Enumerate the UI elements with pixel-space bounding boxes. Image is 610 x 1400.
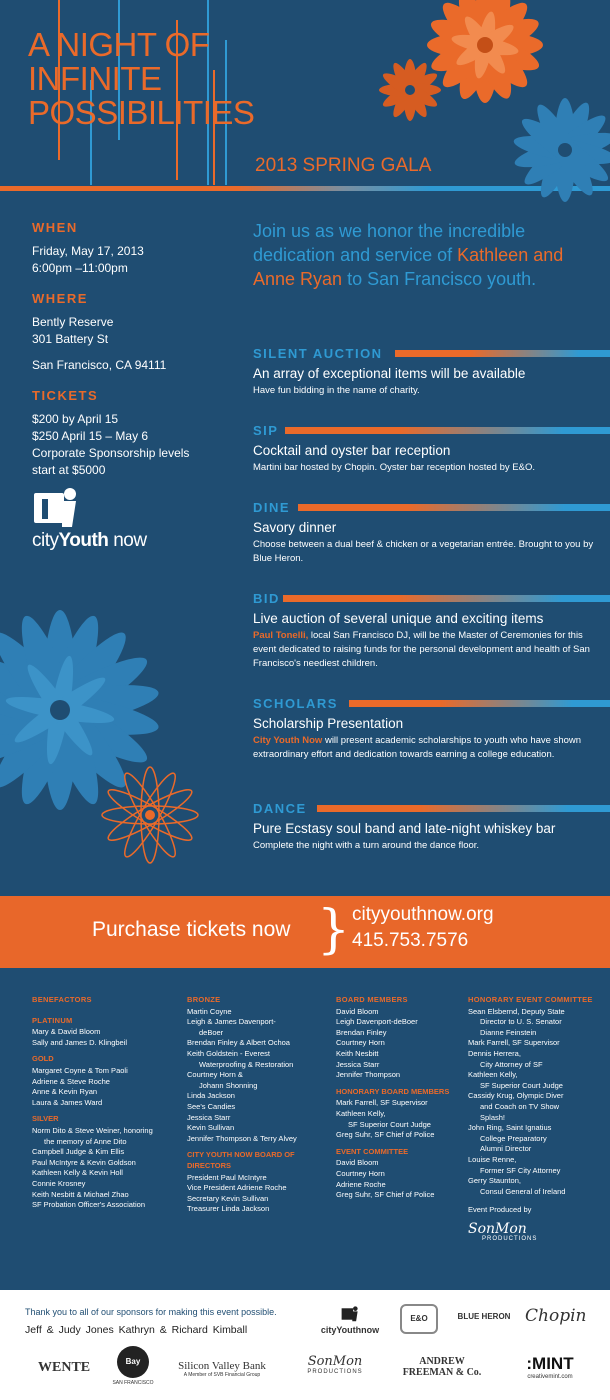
name: Gerry Staunton, (468, 1176, 521, 1186)
name: City Attorney of SF (480, 1059, 543, 1069)
when-heading: WHEN (32, 220, 78, 235)
phone-number[interactable]: 415.753.7576 (352, 930, 469, 951)
name: Paul McIntyre & Kevin Goldson (32, 1157, 136, 1167)
mint-sponsor-logo: :MINT creativemint.com (526, 1354, 574, 1380)
board-column (336, 995, 461, 1201)
silver-heading: SILVER (32, 1114, 59, 1124)
where-city: San Francisco, CA 94111 (32, 358, 167, 372)
name: Kathleen Kelly, (468, 1070, 518, 1080)
name: the memory of Anne Dito (44, 1136, 127, 1146)
where-street: 301 Battery St (32, 332, 109, 346)
name: Secretary Kevin Sullivan (187, 1193, 269, 1203)
name: Brendan Finley (336, 1027, 387, 1037)
board-of-directors-heading: CITY YOUTH NOW BOARD OF DIRECTORS (187, 1150, 295, 1170)
outline-flower-icon (95, 760, 205, 870)
website-link[interactable]: cityyouthnow.org (352, 904, 494, 925)
svb-sponsor-logo: Silicon Valley Bank A Member of SVB Financial Group (178, 1360, 266, 1378)
benefactors-column (32, 995, 182, 1211)
gala-subtitle: 2013 SPRING GALA (255, 155, 432, 176)
section-main: Savory dinner (253, 520, 337, 535)
andrew-freeman-sponsor-logo: ANDREW FREEMAN & Co. (402, 1356, 482, 1378)
brace-glyph: } (317, 900, 351, 960)
name: Leigh Davenport-deBoer (336, 1017, 418, 1027)
section-sub: Complete the night with a turn around the dance floor. (253, 840, 480, 851)
section-dance (253, 801, 603, 853)
section-dine (253, 500, 603, 566)
name: Jessica Starr (336, 1059, 380, 1069)
person-i-logo-icon (32, 487, 80, 529)
bronze-heading: BRONZE (187, 995, 221, 1004)
name: Greg Suhr, SF Chief of Police (336, 1190, 435, 1200)
section-sub: Paul Tonelli, local San Francisco DJ, will be the Master of Ceremonies for this event dedicated to raising funds for the personal development and health of San Francisco's neediest children. (253, 630, 590, 669)
section-sip (253, 423, 603, 475)
name: Courtney Horn (336, 1038, 385, 1048)
name: Margaret Coyne & Tom Paoli (32, 1065, 128, 1075)
name: Campbell Judge & Kim Ellis (32, 1147, 125, 1157)
section-title: SCHOLARS (253, 696, 338, 711)
name: Dennis Herrera, (468, 1048, 521, 1058)
name: Jennifer Thompson (336, 1070, 401, 1080)
name: and Coach on TV Show (480, 1101, 560, 1111)
chopin-sponsor-logo: Chopin (525, 1306, 587, 1326)
section-bar (317, 805, 610, 812)
board-members-heading: BOARD MEMBERS (336, 995, 408, 1004)
sonmon-logo-sub: PRODUCTIONS (482, 1236, 538, 1243)
bronze-column (187, 995, 327, 1215)
gold-heading: GOLD (32, 1054, 54, 1064)
name: Jessica Starr (187, 1112, 231, 1122)
name: Martin Coyne (187, 1006, 232, 1016)
name: Dianne Feinstein (480, 1027, 537, 1037)
section-main: Cocktail and oyster bar reception (253, 443, 451, 458)
name: Connie Krosney (32, 1178, 86, 1188)
name: deBoer (199, 1027, 224, 1037)
section-main: Scholarship Presentation (253, 716, 404, 731)
title-line: A NIGHT OF (28, 26, 210, 63)
title-line: INFINITE (28, 60, 162, 97)
logo-wordmark: cityYouth now (32, 530, 147, 551)
name: Courtney Horn & (187, 1070, 243, 1080)
blue-heron-sponsor-logo: BLUE HERON (457, 1312, 511, 1321)
purchase-tickets-label[interactable]: Purchase tickets now (92, 918, 291, 941)
sponsors-section (0, 1290, 610, 1400)
hero-stripe (0, 186, 430, 191)
section-bid (253, 591, 603, 671)
section-bar (285, 427, 610, 434)
blue-flower-icon (505, 90, 610, 205)
sonmon-sponsor-logo: SonMon PRODUCTIONS (307, 1354, 363, 1375)
section-sub: Have fun bidding in the name of charity. (253, 385, 420, 396)
intro-text: Join us as we honor the incredible dedication and service of Kathleen and Anne Ryan to San Francisco youth. (253, 221, 564, 289)
bay-club-sponsor-logo: Bay Club SAN FRANCISCO (112, 1346, 154, 1386)
section-bar (298, 504, 610, 511)
ticket-line: Corporate Sponsorship levels (32, 446, 190, 460)
name: Adriene & Steve Roche (32, 1076, 110, 1086)
event-committee-heading: EVENT COMMITTEE (336, 1146, 409, 1156)
section-scholars (253, 696, 603, 762)
city-youth-now-logo (32, 487, 172, 552)
section-bar (395, 350, 610, 357)
credits-section (0, 968, 610, 1290)
honorary-board-heading: HONORARY BOARD MEMBERS (336, 1086, 450, 1096)
ticket-line: $200 by April 15 (32, 412, 119, 426)
name: Keith Goldstein - Everest (187, 1048, 270, 1058)
name: Sally and James D. Klingbeil (32, 1037, 128, 1047)
event-title (28, 28, 254, 130)
name: Kathleen Kelly & Kevin Holl (32, 1168, 123, 1178)
name: Jennifer Thompson & Terry Alvey (187, 1133, 297, 1143)
section-sub: City Youth Now will present academic scholarships to youth who have shown extraordinary effort and dedication towards earning a college education. (253, 735, 582, 760)
benefactors-heading: BENEFACTORS (32, 995, 92, 1004)
section-main: Pure Ecstasy soul band and late-night whiskey bar (253, 821, 556, 836)
name: John Ring, Saint Ignatius (468, 1123, 552, 1133)
produced-by-label: Event Produced by (468, 1205, 532, 1215)
name: Brendan Finley & Albert Ochoa (187, 1038, 290, 1048)
title-line: POSSIBILITIES (28, 94, 255, 131)
name: Norm Dito & Steve Weiner, honoring (32, 1125, 153, 1135)
name: Sean Elsbernd, Deputy State (468, 1006, 565, 1016)
section-main: An array of exceptional items will be available (253, 366, 526, 381)
section-sub: Martini bar hosted by Chopin. Oyster bar reception hosted by E&O. (253, 462, 535, 473)
name: Mary & David Bloom (32, 1027, 101, 1037)
honorary-event-column (468, 995, 603, 1245)
name: Courtney Horn (336, 1168, 385, 1178)
name: President Paul McIntyre (187, 1172, 267, 1182)
eo-sponsor-logo: E&O (400, 1304, 438, 1334)
name: Director to U. S. Senator (480, 1017, 562, 1027)
event-info (32, 220, 232, 479)
name: SF Superior Court Judge (480, 1080, 563, 1090)
purchase-banner[interactable] (0, 896, 610, 968)
platinum-heading: PLATINUM (32, 1015, 73, 1025)
name: Kevin Sullivan (187, 1123, 235, 1133)
name: David Bloom (336, 1006, 379, 1016)
sponsors-thanks: Thank you to all of our sponsors for making this event possible. (25, 1307, 277, 1317)
ticket-line: start at $5000 (32, 463, 106, 477)
name: Vice President Adriene Roche (187, 1183, 287, 1193)
name: Cassidy Krug, Olympic Diver (468, 1091, 564, 1101)
section-silent-auction (253, 346, 603, 398)
sponsor-names: Jeff & Judy Jones Kathryn & Richard Kimball (25, 1324, 248, 1336)
cyn-sponsor-logo: cityYouthnow (318, 1306, 382, 1335)
name: Kathleen Kelly, (336, 1108, 386, 1118)
name: Mark Farrell, SF Supervisor (336, 1098, 428, 1108)
name: David Bloom (336, 1158, 379, 1168)
section-bar (349, 700, 610, 707)
section-title: DINE (253, 500, 291, 515)
name: Adriene Roche (336, 1179, 386, 1189)
name: See's Candies (187, 1101, 236, 1111)
name: Mark Farrell, SF Supervisor (468, 1038, 560, 1048)
sonmon-logo: SonMon (468, 1220, 527, 1237)
hero-banner (0, 0, 610, 205)
name: SF Superior Court Judge (348, 1119, 431, 1129)
when-time: 6:00pm –11:00pm (32, 261, 128, 275)
name: Greg Suhr, SF Chief of Police (336, 1130, 435, 1140)
name: Keith Nesbitt (336, 1048, 379, 1058)
name: Linda Jackson (187, 1091, 235, 1101)
name: Laura & James Ward (32, 1097, 103, 1107)
name: Alumni Director (480, 1144, 532, 1154)
name: Splash! (480, 1112, 506, 1122)
name: College Preparatory (480, 1133, 547, 1143)
wente-sponsor-logo: WENTE (38, 1360, 91, 1375)
section-title: SIP (253, 423, 279, 438)
name: SF Probation Officer's Association (32, 1200, 146, 1210)
section-main: Live auction of several unique and exciting items (253, 611, 544, 626)
where-heading: WHERE (32, 291, 88, 306)
tickets-heading: TICKETS (32, 388, 99, 403)
honorary-event-heading: HONORARY EVENT COMMITTEE (468, 995, 593, 1004)
section-title: BID (253, 591, 280, 606)
name: Johann Shonning (199, 1080, 258, 1090)
name: Louise Renne, (468, 1154, 517, 1164)
name: Waterproofing & Restoration (199, 1059, 294, 1069)
section-title: DANCE (253, 801, 307, 816)
name: Leigh & James Davenport- (187, 1017, 276, 1027)
name: Consul General of Ireland (480, 1186, 566, 1196)
person-i-logo-icon (340, 1306, 360, 1322)
name: Treasurer Linda Jackson (187, 1204, 270, 1214)
section-sub: Choose between a dual beef & chicken or a vegetarian entrée. Brought to you by Blue Heron. (253, 539, 594, 564)
ticket-line: $250 April 15 – May 6 (32, 429, 149, 443)
section-bar (283, 595, 610, 602)
name: Keith Nesbitt & Michael Zhao (32, 1189, 129, 1199)
name: Anne & Kevin Ryan (32, 1087, 98, 1097)
orange-flower-icon (375, 55, 445, 125)
section-title: SILENT AUCTION (253, 346, 383, 361)
name: Former SF City Attorney (480, 1165, 561, 1175)
when-date: Friday, May 17, 2013 (32, 244, 144, 258)
where-venue: Bently Reserve (32, 315, 114, 329)
